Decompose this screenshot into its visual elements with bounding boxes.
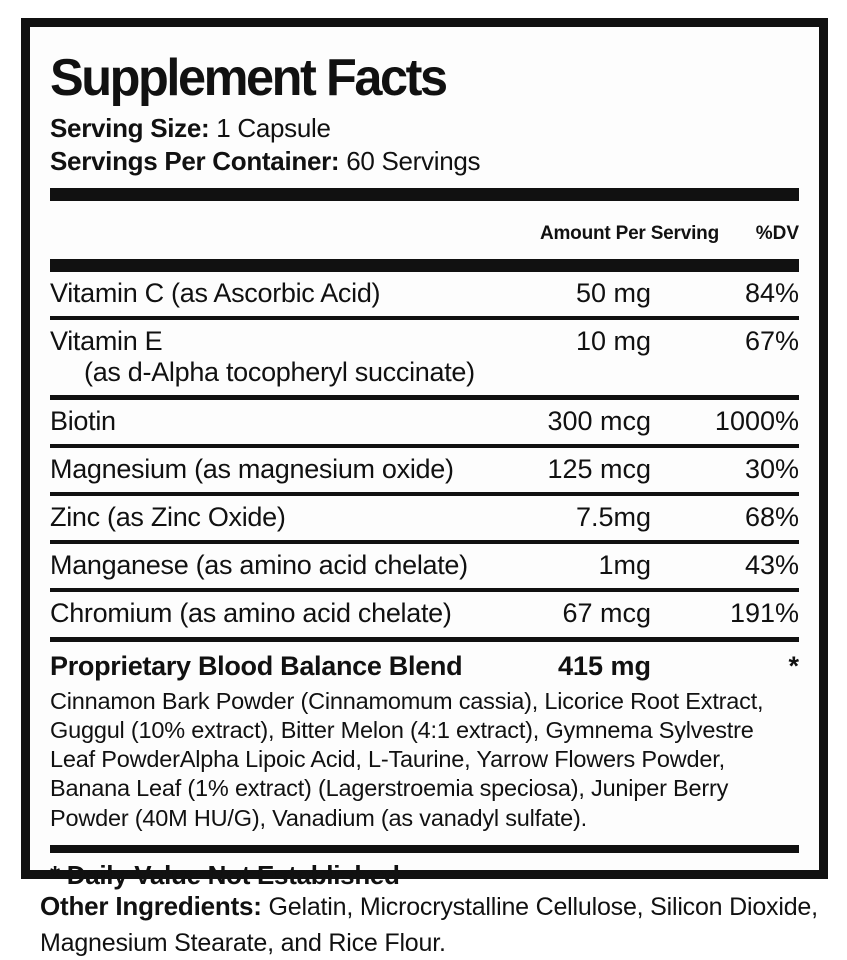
amount-per-serving-header: Amount Per Serving <box>539 223 719 245</box>
nutrient-name: Vitamin E <box>50 326 163 357</box>
nutrient-dv: 84% <box>744 278 799 309</box>
nutrient-name: Magnesium (as magnesium oxide) <box>50 454 454 485</box>
blend-header-row <box>50 651 799 682</box>
table-row <box>50 272 799 316</box>
table-row <box>50 492 799 540</box>
panel-title: Supplement Facts <box>50 49 446 107</box>
serving-size-label: Serving Size: <box>50 112 210 143</box>
nutrient-amount: 1mg <box>598 550 651 581</box>
table-row <box>50 316 799 395</box>
nutrient-subname: (as d-Alpha tocopheryl succinate) <box>84 357 475 388</box>
servings-per-container-value: 60 Servings <box>339 145 481 176</box>
nutrient-dv: 191% <box>729 598 799 629</box>
nutrient-amount: 67 mcg <box>562 598 651 629</box>
nutrient-name: Zinc (as Zinc Oxide) <box>50 502 286 533</box>
blend-amount: 415 mg <box>557 650 651 681</box>
nutrient-amount: 7.5mg <box>575 502 651 533</box>
dv-header: %DV <box>755 223 799 245</box>
table-row <box>50 444 799 492</box>
table-row <box>50 540 799 588</box>
nutrient-dv: 68% <box>744 502 799 533</box>
serving-size-value: 1 Capsule <box>209 112 331 143</box>
nutrient-amount: 10 mg <box>575 326 651 357</box>
servings-per-container-label: Servings Per Container: <box>50 145 340 176</box>
blend-dv-asterisk: * <box>788 650 799 681</box>
nutrient-rows <box>50 272 799 636</box>
blend-name: Proprietary Blood Balance Blend <box>50 650 463 681</box>
nutrient-name: Manganese (as amino acid chelate) <box>50 550 468 581</box>
nutrient-amount: 125 mcg <box>547 454 651 485</box>
column-header-row <box>50 201 799 259</box>
divider-heavy-top <box>50 188 799 201</box>
supplement-facts-panel <box>21 18 828 890</box>
servings-per-container-line <box>50 145 799 178</box>
nutrient-dv: 30% <box>744 454 799 485</box>
nutrient-dv: 1000% <box>714 406 799 437</box>
nutrient-dv: 67% <box>744 326 799 357</box>
table-row <box>50 588 799 636</box>
nutrient-amount: 50 mg <box>575 278 651 309</box>
table-row <box>50 395 799 444</box>
proprietary-blend-section <box>50 637 799 843</box>
nutrient-amount: 300 mcg <box>547 406 651 437</box>
divider-heavy-header <box>50 259 799 272</box>
other-ingredients-label: Other Ingredients: <box>40 891 262 921</box>
serving-info <box>50 112 799 179</box>
other-ingredients-value: Gelatin, Microcrystalline Cellulose, Silicon Dioxide, Magnesium Stearate, and Rice Flour. <box>40 893 818 957</box>
daily-value-footnote: * Daily Value Not Established <box>50 859 400 890</box>
nutrient-name: Chromium (as amino acid chelate) <box>50 598 452 629</box>
other-ingredients <box>40 888 820 960</box>
nutrient-dv: 43% <box>744 550 799 581</box>
serving-size-line <box>50 112 799 145</box>
nutrient-name: Vitamin C (as Ascorbic Acid) <box>50 278 381 309</box>
blend-ingredients-text: Cinnamon Bark Powder (Cinnamomum cassia), Licorice Root Extract, Guggul (10% extract), Bitter Melon (4:1 extract), Gymnema Sylvestre Leaf PowderAlpha Lipoic Acid, L-Taurine, Yarrow Flowers Powder, Banana Leaf (1% extract) (Lagerstroemia speciosa), Juniper Berry Powder (40M HU/G), Vanadium (as vanadyl sulfate). <box>50 687 764 831</box>
nutrient-name: Biotin <box>50 406 116 437</box>
divider-footnote <box>50 845 799 853</box>
